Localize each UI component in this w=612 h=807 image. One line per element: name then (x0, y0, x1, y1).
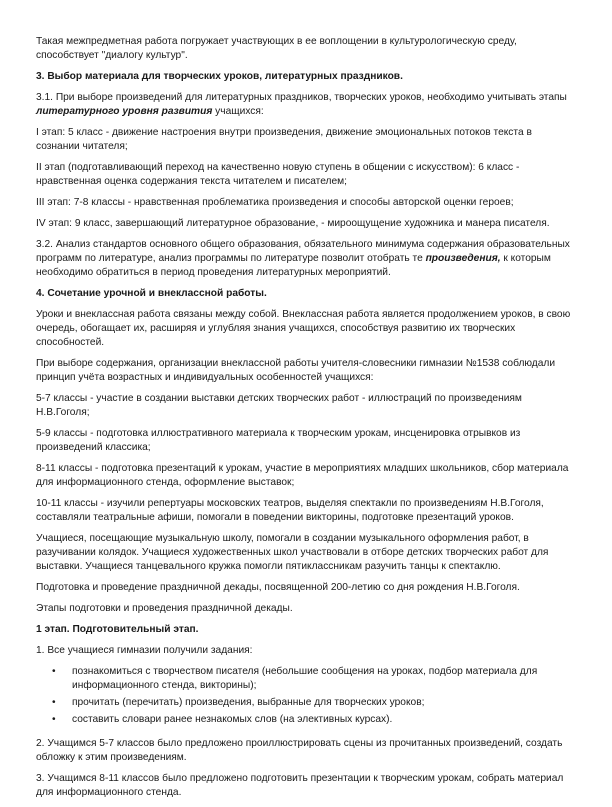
paragraph-stage-2: II этап (подготавливающий переход на качественно новую ступень в общении с искусством): 6 класс - нравственная оценка содержания текста читателем и писателем; (36, 162, 520, 187)
paragraph-grades-5-7: 5-7 классы - участие в создании выставки детских творческих работ - иллюстраций по произведениям Н.В.Гоголя; (36, 393, 522, 418)
paragraph-stage-4: IV этап: 9 класс, завершающий литературное образование, - мироощущение художника и манера писателя. (36, 218, 550, 229)
list-item: • составить словари ранее незнакомых слов (на элективных курсах). (72, 713, 576, 727)
paragraph-4-2: При выборе содержания, организации внеклассной работы учителя-словесники гимназии №1538 соблюдали принцип учёта возрастных и индивидуальных особенностей учащихся: (36, 358, 556, 383)
emphasis-text: литературного уровня развития (36, 106, 213, 117)
text-run: 3.2. Анализ стандартов основного общего образования, обязательного минимума содержания образовательных программ по литературе, анализ программы по литературе позволит отобрать те (36, 239, 570, 264)
section-heading-4: 4. Сочетание урочной и внеклассной работы. (36, 288, 267, 299)
paragraph-grades-5-9: 5-9 классы - подготовка иллюстративного материала к творческим урокам, инсценировка отрывков из произведений классика; (36, 428, 521, 453)
paragraph-task-2: 2. Учащимся 5-7 классов было предложено проиллюстрировать сцены из прочитанных произведений, создать обложку к этим произведениям. (36, 738, 563, 763)
document-page (36, 35, 576, 807)
list-item: • прочитать (перечитать) произведения, выбранные для творческих уроков; (72, 696, 576, 710)
emphasis-text: произведения, (425, 253, 501, 264)
paragraph-3-2 (36, 238, 576, 280)
paragraph-music-school: Учащиеся, посещающие музыкальную школу, помогали в создании музыкального оформления работ, в разучивании колядок. Учащиеся художественных школ участвовали в отборе детских творческих работ для выставки. Учащиеся танцевального кружка помогли пятиклассникам разучить танцы к спектаклю. (36, 533, 549, 572)
paragraph-task-3: 3. Учащимся 8-11 классов было предложено подготовить презентации к творческим урокам, собрать материал для информационного стенда. (36, 773, 564, 798)
paragraph-stage-3: III этап: 7-8 классы - нравственная проблематика произведения и способы авторской оценки героев; (36, 197, 514, 208)
paragraph-4-1: Уроки и внеклассная работа связаны между собой. Внеклассная работа является продолжением уроков, в свою очередь, обогащает их, расширяя и углубляя знания учащихся, способствуя развитию их творческих способностей. (36, 309, 571, 348)
paragraph-stage-1: I этап: 5 класс - движение настроения внутри произведения, движение эмоциональных потоков текста в сознании читателя; (36, 127, 532, 152)
stage-1-heading: 1 этап. Подготовительный этап. (36, 624, 199, 635)
paragraph-decade: Подготовка и проведение праздничной декады, посвященной 200-летию со дня рождения Н.В.Гоголя. (36, 582, 520, 593)
paragraph-3-1 (36, 91, 576, 119)
list-item: • познакомиться с творчеством писателя (небольшие сообщения на уроках, подбор материала для информационного стенда, викторины); (72, 665, 576, 693)
text-run: учащихся: (212, 106, 264, 117)
task-list (36, 665, 576, 727)
text-run: к которым необходимо обратиться в период проведения литературных мероприятий. (36, 253, 551, 278)
paragraph-intro: Такая межпредметная работа погружает участвующих в ее воплощении в культурологическую среду, способствует "диалогу культур". (36, 36, 517, 61)
paragraph-grades-10-11: 10-11 классы - изучили репертуары московских театров, выделяя спектакли по произведениям Н.В.Гоголя, составляли театральные афиши, помогали в поведении викторины, подготовке презентаций уроков. (36, 498, 544, 523)
task-intro: 1. Все учащиеся гимназии получили задания: (36, 645, 253, 656)
paragraph-stages: Этапы подготовки и проведения праздничной декады. (36, 603, 293, 614)
paragraph-grades-8-11: 8-11 классы - подготовка презентаций к урокам, участие в мероприятиях младших школьников, сбор материала для информационного стенда, оформление выставок; (36, 463, 569, 488)
section-heading-3: 3. Выбор материала для творческих уроков, литературных праздников. (36, 71, 403, 82)
text-run: 3.1. При выборе произведений для литературных праздников, творческих уроков, необходимо учитывать этапы (36, 92, 567, 103)
